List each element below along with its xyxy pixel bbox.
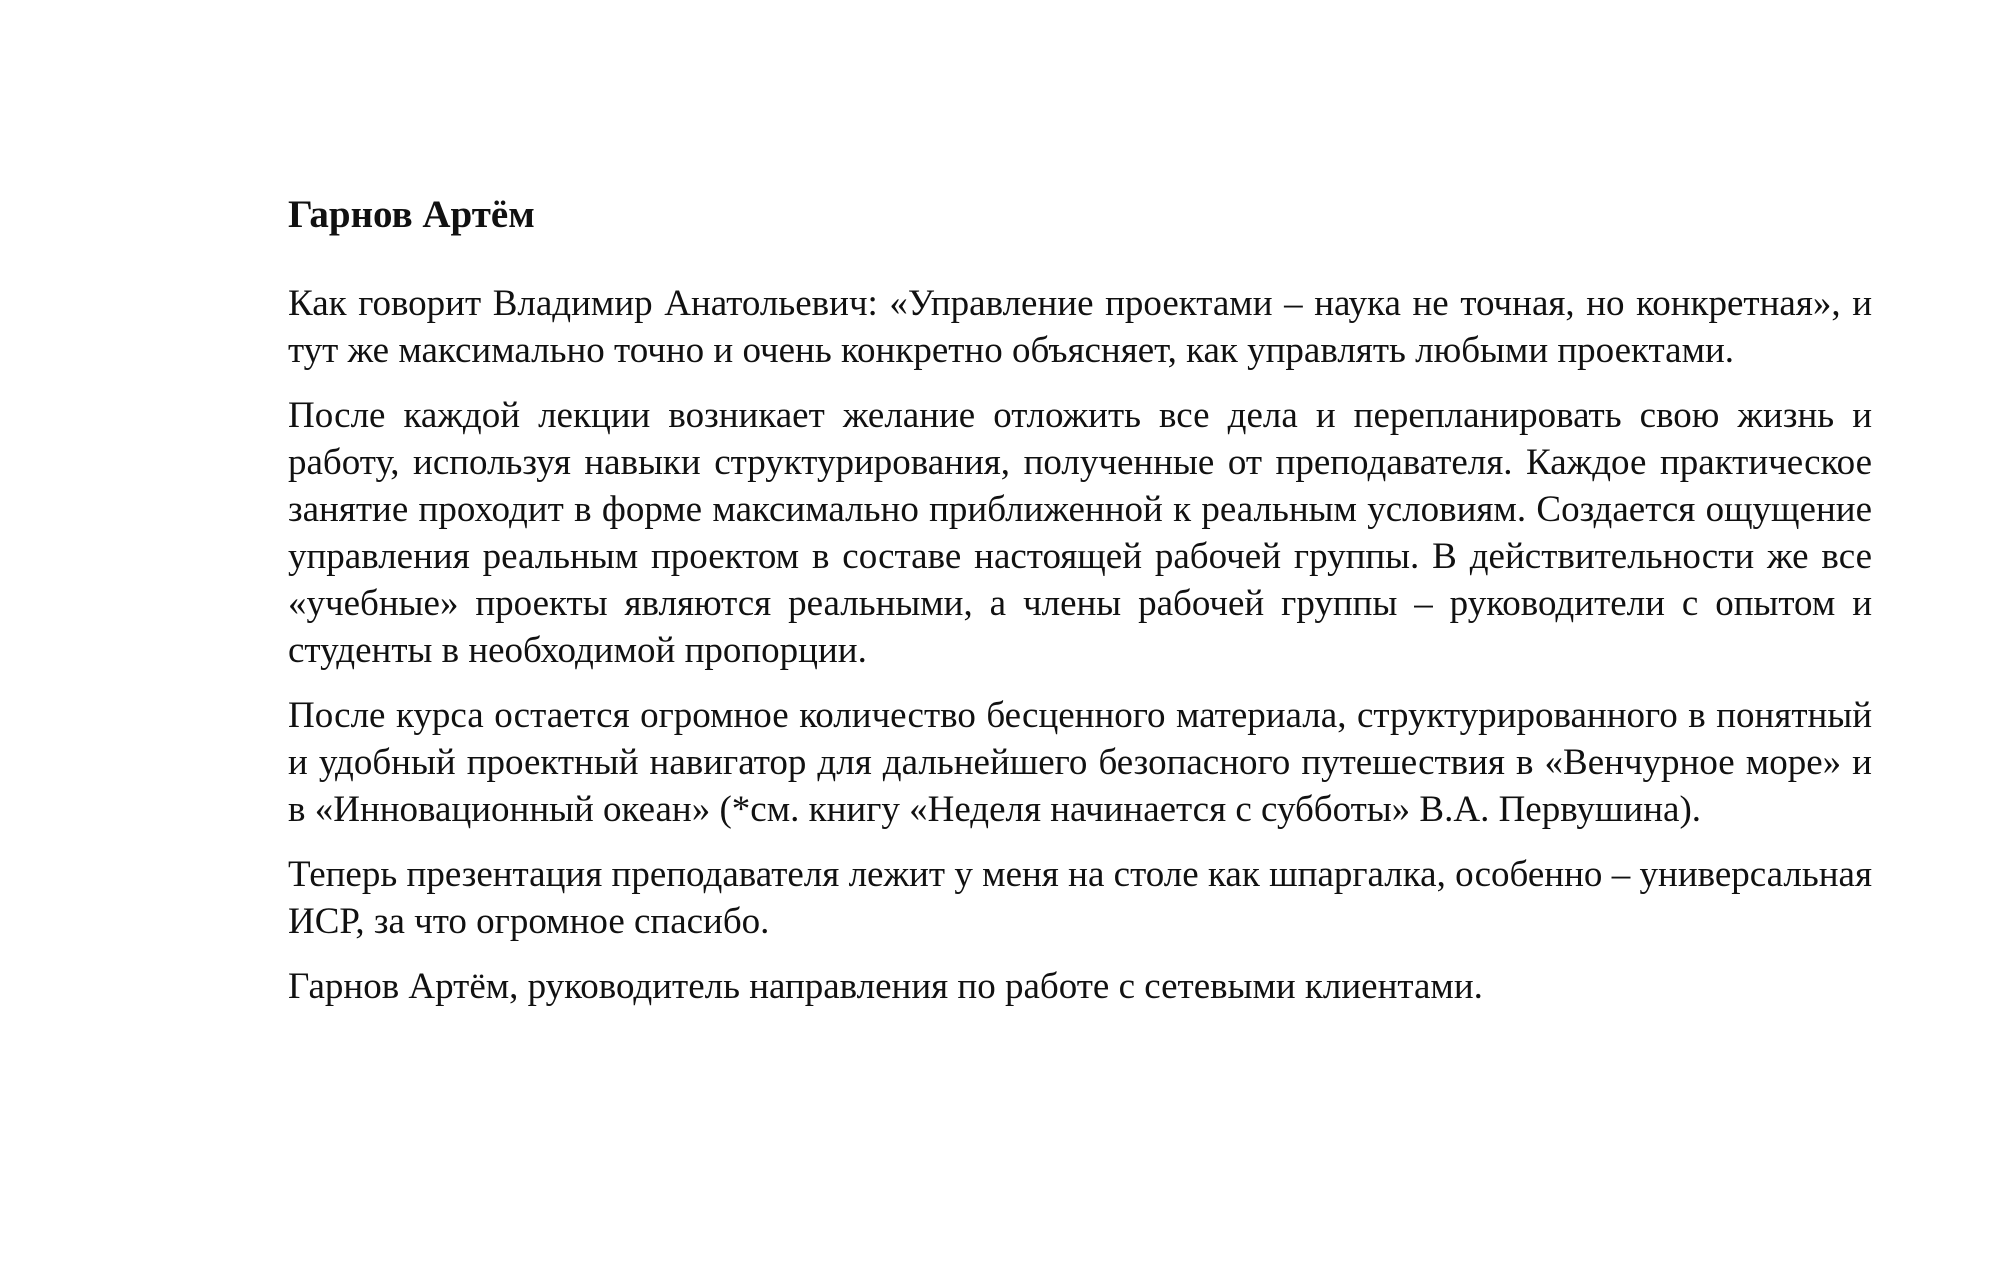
paragraph-lectures: После каждой лекции возникает желание отложить все дела и перепланировать свою жизнь и работу, используя навыки структурирования, полученные от преподавателя. Каждое практическое занятие проходит в форме максимально приближенной к реальным условиям. Создается ощущение управления реальным проектом в составе настоящей рабочей группы. В действительности же все «учебные» проекты являются реальными, а члены рабочей группы – руководители с опытом и студенты в необходимой пропорции. [288,395,1872,671]
signature-line: Гарнов Артём, руководитель направления по работе с сетевыми клиентами. [288,966,1483,1007]
paragraph-materials: После курса остается огромное количество бесценного материала, структурированного в понятный и удобный проектный навигатор для дальнейшего безопасного путешествия в «Венчурное море» и в «Инновационный океан» (*см. книгу «Неделя начинается с субботы» В.А. Первушина). [288,695,1872,830]
document-body [288,188,1872,1010]
author-heading: Гарнов Артём [288,193,535,236]
paragraph-thanks: Теперь презентация преподавателя лежит у меня на столе как шпаргалка, особенно – универсальная ИСР, за что огромное спасибо. [288,854,1872,942]
paragraph-intro: Как говорит Владимир Анатольевич: «Управление проектами – наука не точная, но конкретная», и тут же максимально точно и очень конкретно объясняет, как управлять любыми проектами. [288,283,1872,371]
